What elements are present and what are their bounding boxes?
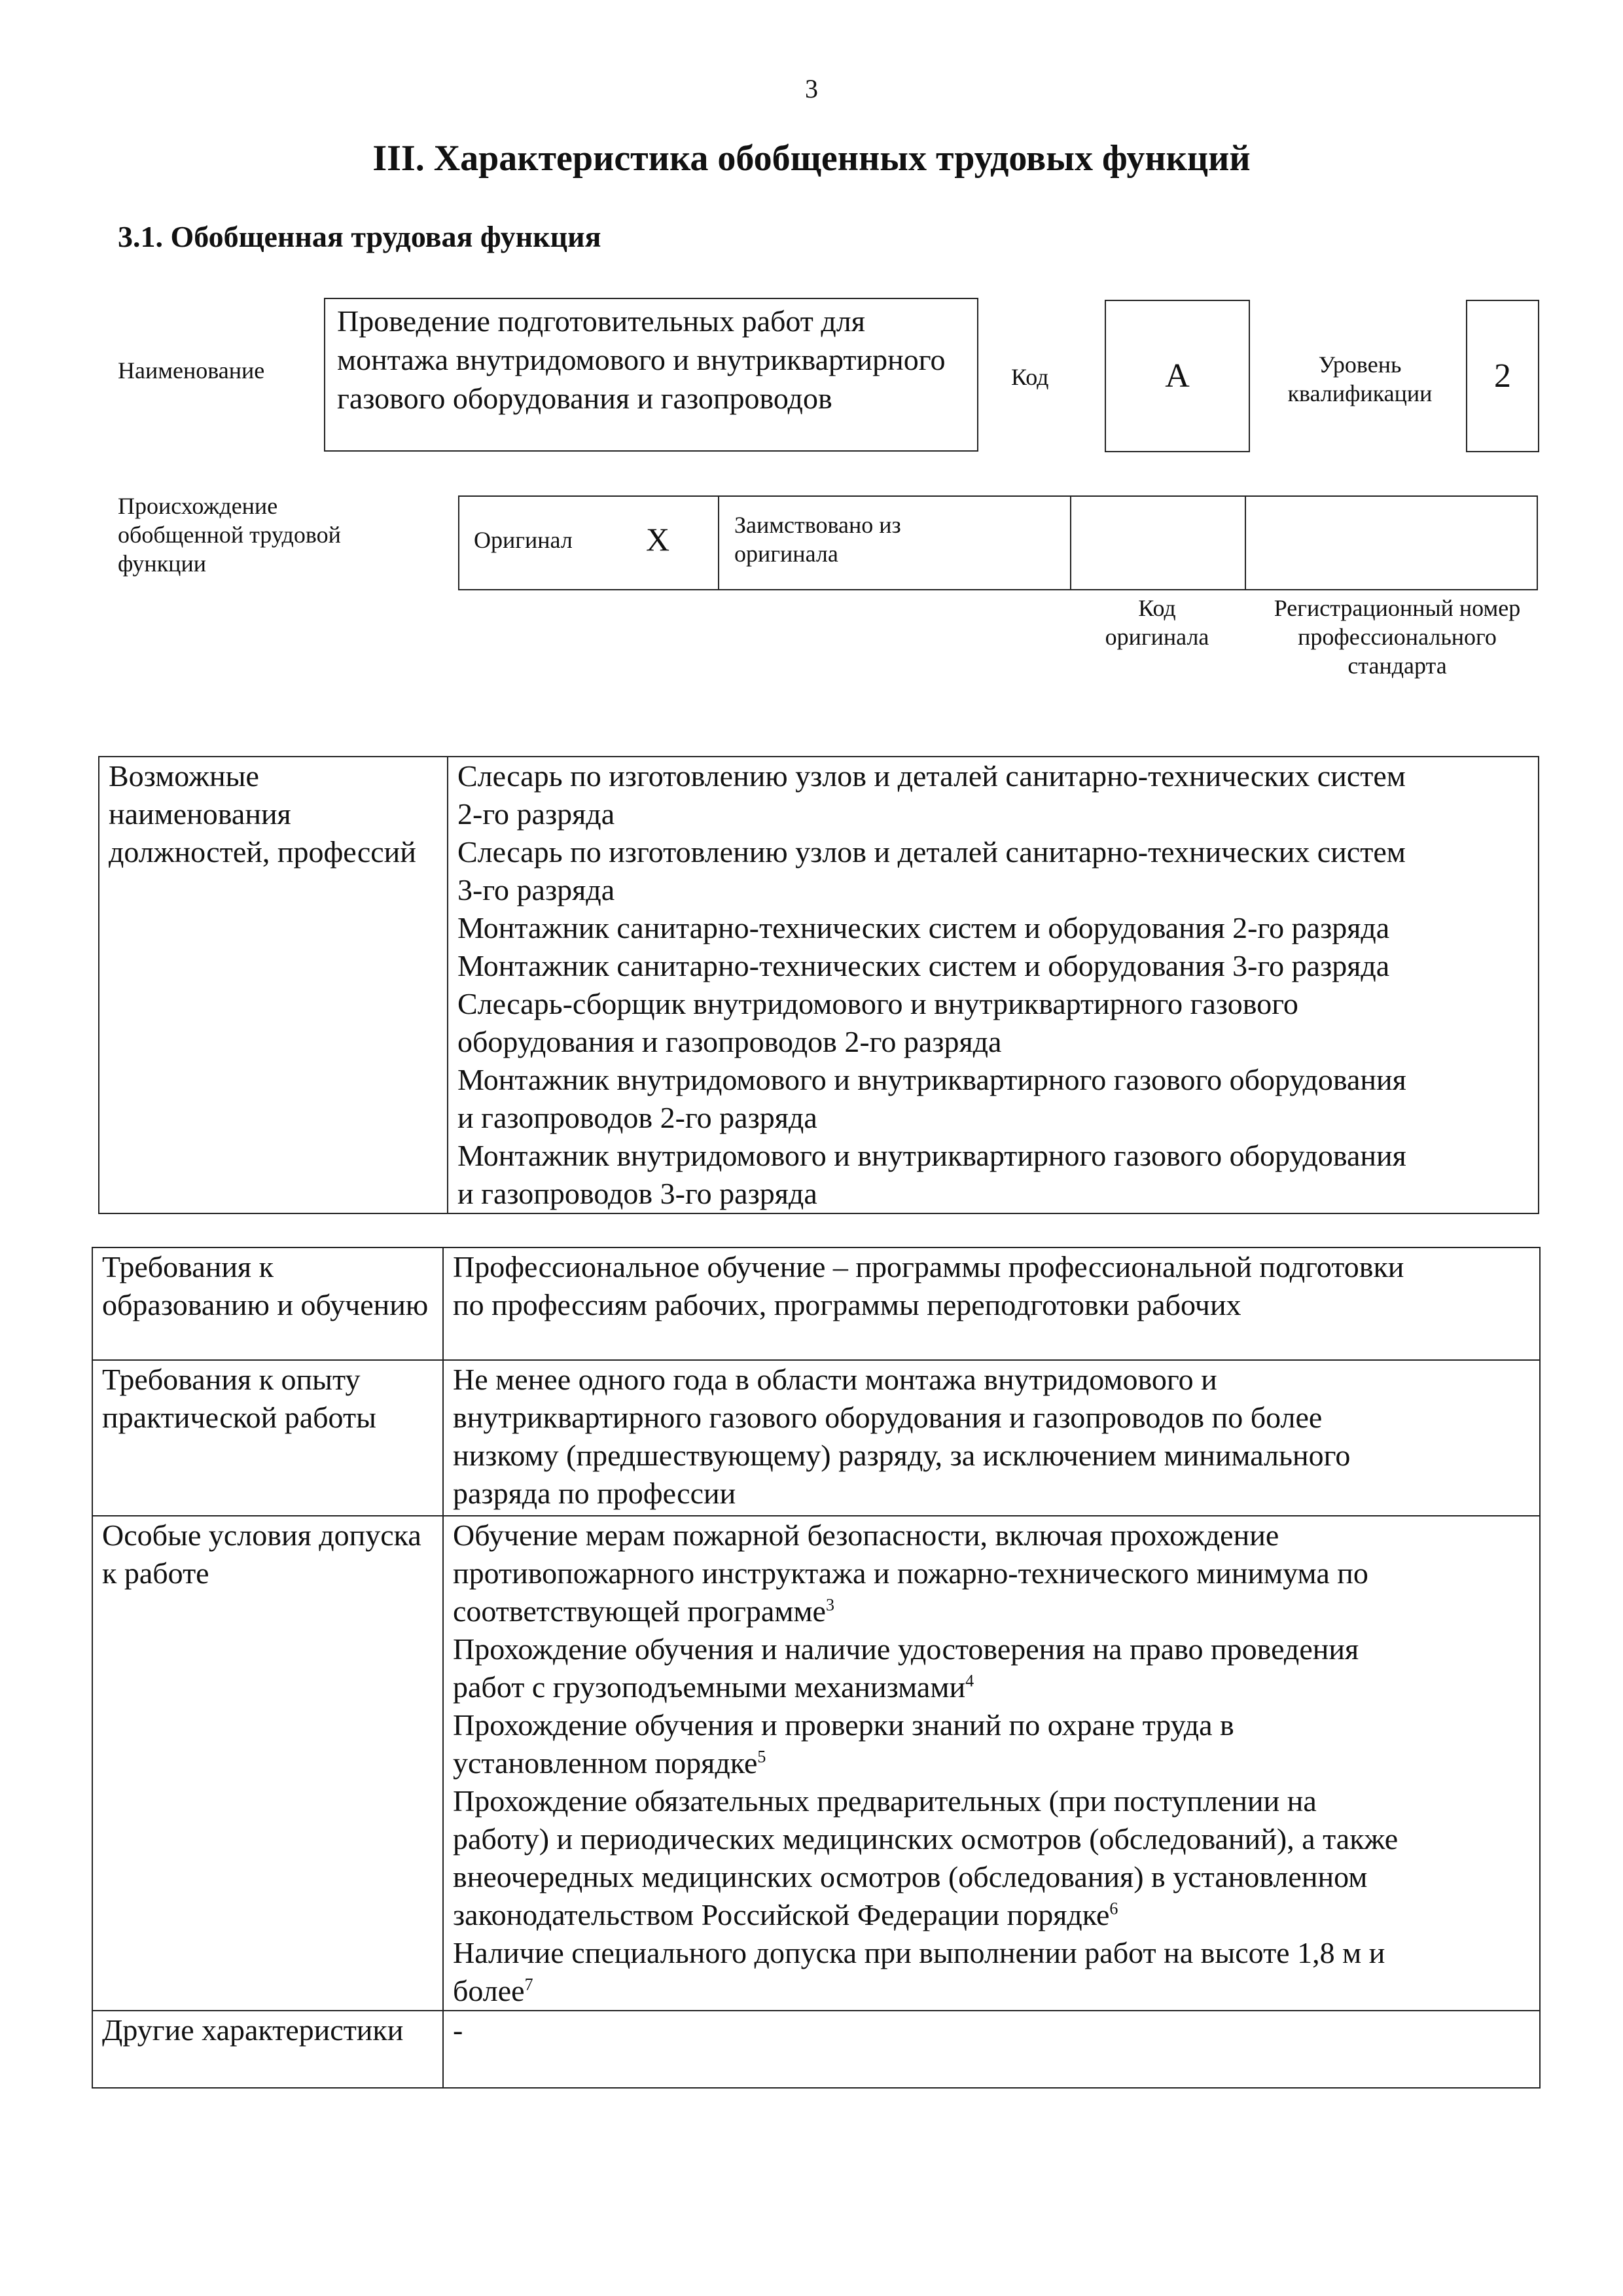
gtf-level-label: Уровень квалификации: [1287, 351, 1433, 406]
experience-value: [443, 1360, 1540, 1516]
table-row: [99, 757, 1539, 1213]
special-label: Особые условия допуска к работе: [92, 1516, 443, 2011]
requirements-table: [92, 1247, 1541, 2089]
list-item: Слесарь по изготовлению узлов и деталей санитарно-технических систем: [457, 835, 1406, 869]
positions-table: [98, 756, 1539, 1214]
text-line: Наличие специального допуска при выполнении работ на высоте 1,8 м и: [453, 1936, 1385, 1969]
education-value: [443, 1247, 1540, 1360]
gtf-code-label: Код: [1011, 364, 1049, 390]
text-line: внутриквартирного газового оборудования и газопроводов по более: [453, 1401, 1323, 1434]
gtf-level-value: 2: [1466, 300, 1539, 452]
list-item: Монтажник санитарно-технических систем и оборудования 2-го разряда: [457, 911, 1390, 944]
origin-divider-1: [718, 497, 719, 589]
text-line: противопожарного инструктажа и пожарно-технического минимума по: [453, 1556, 1368, 1590]
text-line: [453, 1668, 1530, 1706]
other-value: -: [443, 2011, 1540, 2088]
text-fragment: более: [453, 1974, 525, 2007]
list-item: оборудования и газопроводов 2-го разряда: [457, 1025, 1002, 1058]
list-item: и газопроводов 2-го разряда: [457, 1101, 817, 1134]
text-line: внеочередных медицинских осмотров (обследования) в установленном: [453, 1860, 1368, 1893]
experience-label: Требования к опыту практической работы: [92, 1360, 443, 1516]
list-item: 2-го разряда: [457, 797, 615, 831]
text-line: Прохождение обучения и наличие удостоверения на право проведения: [453, 1632, 1359, 1666]
table-row: [92, 1516, 1540, 2011]
list-item: Монтажник внутридомового и внутриквартирного газового оборудования: [457, 1139, 1406, 1172]
text-line: Обучение мерам пожарной безопасности, включая прохождение: [453, 1518, 1279, 1552]
text-line: Прохождение обязательных предварительных (при поступлении на: [453, 1784, 1317, 1818]
list-item: и газопроводов 3-го разряда: [457, 1177, 817, 1210]
origin-divider-3: [1245, 497, 1246, 589]
text-fragment: установленном порядке: [453, 1746, 758, 1780]
text-line: работу) и периодических медицинских осмотров (обследований), а также: [453, 1822, 1399, 1856]
footnote-ref: 4: [965, 1671, 974, 1691]
text-line: низкому (предшествующему) разряду, за исключением минимального: [453, 1439, 1351, 1472]
text-fragment: законодательством Российской Федерации порядке: [453, 1898, 1110, 1931]
gtf-code-value: А: [1105, 300, 1250, 452]
footnote-ref: 6: [1109, 1899, 1118, 1918]
text-fragment: соответствующей программе: [453, 1594, 826, 1628]
list-item: Слесарь-сборщик внутридомового и внутриквартирного газового: [457, 987, 1298, 1020]
text-line: [453, 1896, 1530, 1934]
positions-label: Возможные наименования должностей, профессий: [99, 757, 448, 1213]
origin-original-mark: X: [646, 521, 670, 558]
list-item: Монтажник внутридомового и внутриквартирного газового оборудования: [457, 1063, 1406, 1096]
footnote-ref: 7: [524, 1975, 533, 1994]
text-line: Профессиональное обучение – программы профессиональной подготовки: [453, 1250, 1404, 1283]
origin-borrowed-label: Заимствовано из оригинала: [734, 512, 901, 567]
list-item: Монтажник санитарно-технических систем и оборудования 3-го разряда: [457, 949, 1390, 982]
text-line: разряда по профессии: [453, 1477, 736, 1510]
education-label: Требования к образованию и обучению: [92, 1247, 443, 1360]
subsection-title: 3.1. Обобщенная трудовая функция: [118, 220, 601, 253]
page-number: 3: [805, 74, 818, 103]
footnote-ref: 5: [757, 1747, 766, 1767]
section-title: III. Характеристика обобщенных трудовых функций: [372, 138, 1251, 179]
origin-label: Происхождение обобщенной трудовой функции: [118, 493, 341, 577]
origin-regnum-caption: Регистрационный номер профессионального стандарта: [1274, 595, 1521, 679]
table-row: [92, 2011, 1540, 2088]
positions-list: [448, 757, 1539, 1213]
other-label: Другие характеристики: [92, 2011, 443, 2088]
gtf-name-value: Проведение подготовительных работ для монтажа внутридомового и внутриквартирного газового оборудования и газопроводов: [324, 298, 978, 452]
footnote-ref: 3: [825, 1595, 834, 1615]
gtf-name-label: Наименование: [118, 357, 265, 384]
origin-divider-2: [1070, 497, 1071, 589]
text-line: [453, 1744, 1530, 1782]
origin-original-label: Оригинал: [474, 527, 573, 553]
text-line: Не менее одного года в области монтажа внутридомового и: [453, 1363, 1217, 1396]
text-fragment: работ с грузоподъемными механизмами: [453, 1670, 966, 1704]
table-row: [92, 1247, 1540, 1360]
text-line: [453, 1972, 1530, 2010]
table-row: [92, 1360, 1540, 1516]
origin-code-caption: Код оригинала: [1105, 595, 1209, 650]
special-value: [443, 1516, 1540, 2011]
text-line: по профессиям рабочих, программы переподготовки рабочих: [453, 1288, 1241, 1321]
text-line: [453, 1592, 1530, 1630]
list-item: Слесарь по изготовлению узлов и деталей санитарно-технических систем: [457, 759, 1406, 793]
origin-box: [458, 495, 1538, 590]
text-line: Прохождение обучения и проверки знаний по охране труда в: [453, 1708, 1234, 1742]
list-item: 3-го разряда: [457, 873, 615, 906]
